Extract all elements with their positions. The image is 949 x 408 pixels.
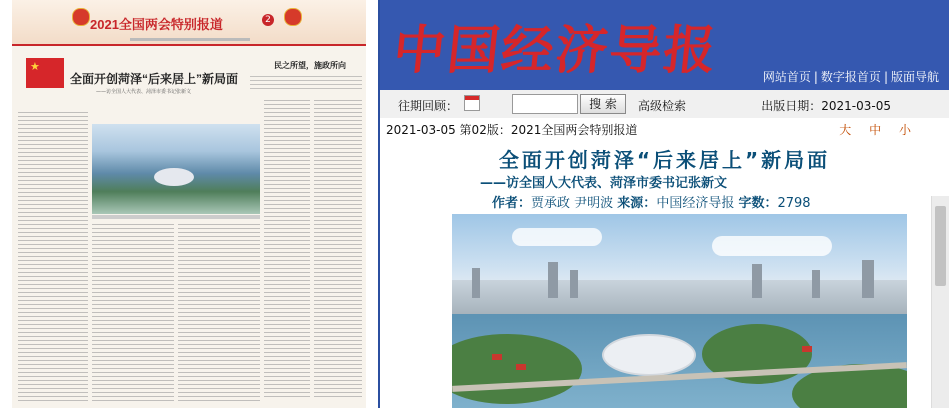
nav-home-link[interactable]: 网站首页	[762, 70, 811, 84]
photo-cloud	[512, 228, 602, 246]
page-subheadline: ——访全国人大代表、菏泽市委书记张新文	[96, 89, 192, 95]
top-nav	[763, 68, 939, 85]
search-input[interactable]	[512, 94, 578, 114]
search-toolbar	[380, 90, 949, 119]
page-banner	[12, 0, 366, 46]
photo-cloud	[712, 236, 832, 256]
issue-date: 出版日期：2021-03-05	[761, 99, 891, 113]
nav-page-navigation-link[interactable]: 版面导航	[890, 70, 939, 84]
flag-icon	[26, 58, 64, 88]
calendar-icon[interactable]	[464, 95, 480, 111]
page-number-badge: 2	[262, 14, 274, 26]
photo-building	[752, 264, 762, 298]
photo-building	[862, 260, 874, 298]
nav-separator: |	[883, 70, 888, 84]
source-label: 来源：	[617, 196, 657, 211]
page-photo	[92, 124, 260, 214]
past-issues-label: 往期回顾：	[398, 99, 459, 113]
font-size-small[interactable]: 小	[898, 123, 911, 137]
photo-skyline	[452, 280, 907, 314]
article-title: 全面开创菏泽“后来居上”新局面	[498, 148, 831, 172]
site-header	[380, 0, 949, 90]
article-photo	[452, 214, 907, 408]
article-area	[380, 118, 949, 408]
search-button[interactable]: 搜 索	[580, 94, 626, 114]
scrollbar-thumb[interactable]	[935, 206, 946, 286]
photo-roof	[492, 354, 502, 360]
photo-building	[812, 270, 820, 298]
vertical-scrollbar[interactable]	[931, 196, 949, 408]
page-right-headline: 民之所望，施政所向	[274, 61, 346, 70]
nav-separator: |	[813, 70, 818, 84]
photo-stadium	[602, 334, 696, 376]
author-label: 作者：	[492, 196, 532, 211]
word-count: 2798	[777, 196, 811, 211]
photo-building	[472, 268, 480, 298]
newspaper-page-image[interactable]	[12, 0, 366, 408]
article-meta: 2021-03-05 第02版：2021全国两会特别报道	[386, 123, 638, 137]
article-subtitle: ——访全国人大代表、菏泽市委书记张新文	[480, 176, 728, 191]
emblem-icon	[284, 8, 302, 26]
photo-roof	[516, 364, 526, 370]
author-names: 贾承政 尹明波	[531, 196, 614, 211]
photo-roof	[802, 346, 812, 352]
emblem-icon	[72, 8, 90, 26]
nav-epaper-home-link[interactable]: 数字报首页	[820, 70, 881, 84]
page-right-text	[250, 76, 362, 90]
text-column	[92, 224, 174, 404]
photo-building	[548, 262, 558, 298]
text-column	[264, 100, 310, 400]
text-column	[178, 224, 260, 404]
banner-title: 2021全国两会特别报道	[90, 17, 223, 32]
word-count-label: 字数：	[738, 196, 778, 211]
page-photo-caption	[92, 215, 260, 219]
font-size-switcher	[825, 121, 911, 138]
photo-building	[570, 270, 578, 298]
font-size-large[interactable]: 大	[839, 123, 852, 137]
site-logo[interactable]: 中国经济导报	[390, 20, 721, 81]
article-byline	[492, 192, 811, 211]
font-size-medium[interactable]: 中	[869, 123, 882, 137]
text-column	[314, 100, 362, 400]
advanced-search-link[interactable]: 高级检索	[638, 99, 687, 113]
newspaper-page-panel	[0, 0, 380, 408]
text-column	[18, 112, 88, 402]
page-headline: 全面开创菏泽“后来居上”新局面	[70, 72, 239, 86]
source-name: 中国经济导报	[656, 196, 735, 211]
banner-dateline	[130, 38, 250, 41]
